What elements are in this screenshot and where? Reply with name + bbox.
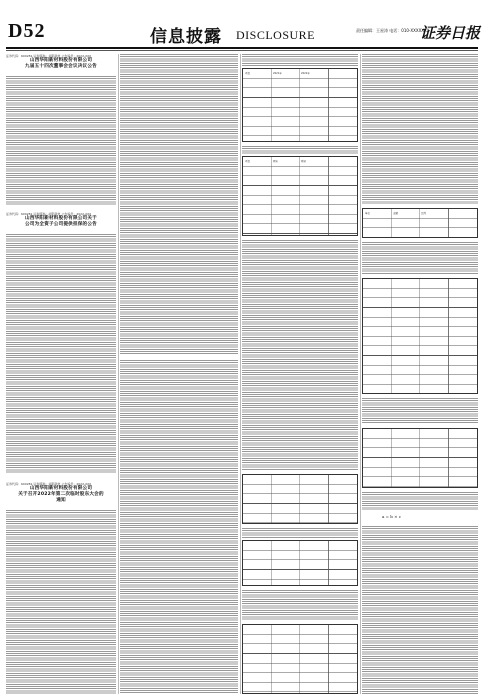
column-divider <box>118 54 119 694</box>
column-divider <box>240 54 241 694</box>
announcement-title: 公司为全资子公司提供担保的公告 <box>25 222 97 227</box>
section-english-title: DISCLOSURE <box>236 28 316 42</box>
announcement-3 <box>6 482 116 504</box>
data-table <box>242 156 358 236</box>
body-text <box>242 528 358 538</box>
body-text <box>242 54 358 66</box>
announcement-title: 山西华阳新材料股份有限公司关于 <box>25 216 97 221</box>
table-header-cell: 项目 <box>245 160 251 163</box>
table-header-cell: 单位 <box>365 212 371 215</box>
body-text <box>362 492 478 510</box>
announcement-1 <box>6 54 116 70</box>
data-table <box>362 278 478 394</box>
column-3 <box>242 54 358 694</box>
body-text <box>120 54 238 354</box>
body-text <box>120 360 238 694</box>
body-text <box>362 54 478 204</box>
editor-info: 责任编辑：王星涛 电话：010-XXXXXXX <box>356 28 430 33</box>
announcement-title: 通知 <box>56 498 66 503</box>
data-table <box>242 68 358 142</box>
table-header-cell: 项目 <box>245 72 251 75</box>
newspaper-logo: 证券日报 <box>420 24 481 42</box>
data-table <box>362 208 478 238</box>
data-table <box>242 540 358 586</box>
body-text <box>362 398 478 424</box>
column-2 <box>120 54 238 694</box>
table-header-cell: 期初 <box>301 160 307 163</box>
table-header-cell: 比例 <box>421 212 427 215</box>
announcement-codes: 证券代码：600281 证券简称：华阳新材 公告编号：2022-XXX <box>6 212 92 216</box>
body-text <box>362 526 478 694</box>
data-table <box>362 428 478 488</box>
body-text <box>362 242 478 274</box>
body-text <box>6 76 116 206</box>
column-4 <box>362 54 478 694</box>
announcement-title: 山西华阳新材料股份有限公司 <box>29 58 93 63</box>
body-text <box>242 240 358 470</box>
body-text <box>242 146 358 154</box>
announcement-title: 九届五十四次董事会会议决议公告 <box>25 64 97 69</box>
page-code: D52 <box>8 20 46 42</box>
body-text <box>6 234 116 474</box>
table-header-cell: 金额 <box>393 212 399 215</box>
body-text <box>242 590 358 620</box>
announcement-codes: 证券代码：600281 证券简称：华阳新材 公告编号：2022-XXX <box>6 482 92 486</box>
body-text <box>6 510 116 694</box>
announcement-title: 山西华阳新材料股份有限公司 <box>29 486 93 491</box>
table-header-cell: 2022年 <box>301 72 310 75</box>
announcement-codes: 证券代码：600281 证券简称：华阳新材 公告编号：2022-XXX <box>6 54 92 58</box>
header-rule <box>6 47 478 49</box>
column-divider <box>360 54 361 694</box>
data-table <box>242 474 358 524</box>
announcement-title: 关于召开2022年第二次临时股东大会的 <box>18 492 104 497</box>
announcement-2 <box>6 212 116 228</box>
section-title: 信息披露 <box>150 27 222 47</box>
table-header-cell: 2021年 <box>273 72 282 75</box>
masthead <box>0 0 484 52</box>
data-table <box>242 624 358 694</box>
formula: a = b × c <box>382 514 401 519</box>
table-header-cell: 期末 <box>273 160 279 163</box>
column-1 <box>6 54 116 694</box>
header-rule-thin <box>6 50 478 51</box>
